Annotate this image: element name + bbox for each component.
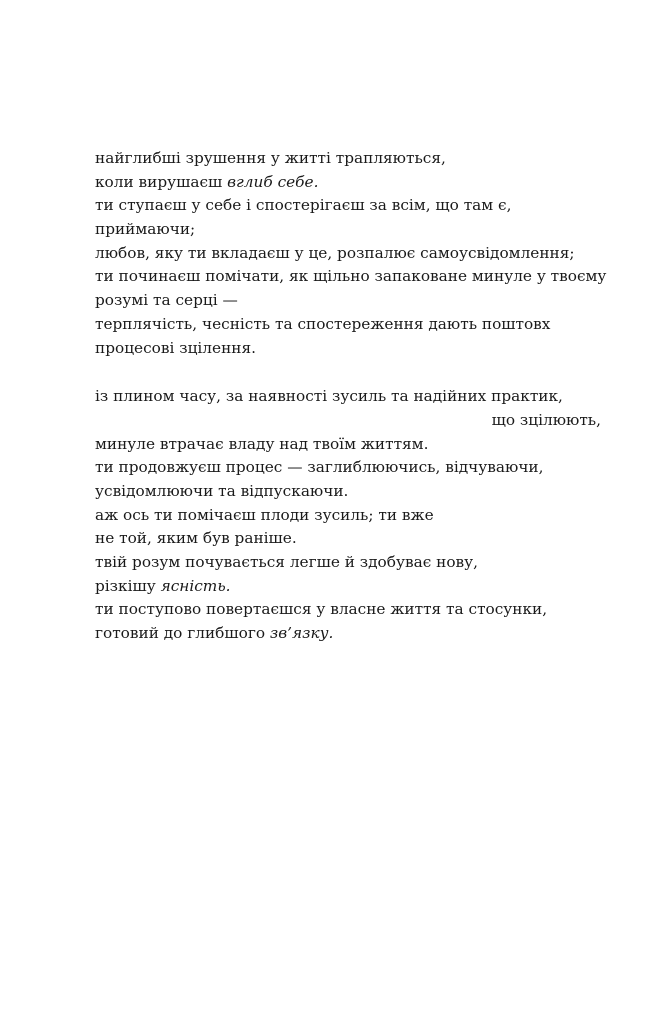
stanza-break: [95, 360, 615, 385]
poem-line: найглибші зрушення у житті трапляються,: [95, 149, 446, 167]
poem-line: із плином часу, за наявності зусиль та надійних практик,: [95, 387, 563, 406]
poem-line: приймаючи;: [95, 220, 196, 239]
stanza-1: [95, 147, 615, 360]
poem-line: ти продовжуєш процес — заглиблюючись, відчуваючи,: [95, 458, 544, 477]
emphasized-text: ясність.: [160, 576, 231, 595]
poem-line: терплячість, чесність та спостереження дають поштовх: [95, 314, 551, 333]
poem-line: [95, 575, 615, 599]
poem: [95, 147, 615, 646]
poem-line: ти ступаєш у себе і спостерігаєш за всім, що там є,: [95, 196, 512, 215]
poem-line-right-aligned: що зцілюють,: [491, 410, 601, 429]
poem-line: усвідомлюючи та відпускаючи.: [95, 481, 349, 500]
stanza-2: [95, 385, 615, 646]
emphasized-text: вглиб себе.: [227, 172, 319, 191]
poem-text: різкішу: [95, 576, 161, 595]
poem-line: ти починаєш помічати, як щільно запаковане минуле у твоєму: [95, 267, 607, 286]
emphasized-text: зв’язку.: [269, 624, 334, 643]
poem-line: розумі та серці —: [95, 291, 238, 310]
poem-line: аж ось ти помічаєш плоди зусиль; ти вже: [95, 505, 434, 524]
poem-line: минуле втрачає владу над твоїм життям.: [95, 434, 429, 453]
poem-line: твій розум почувається легше й здобуває нову,: [95, 553, 479, 571]
poem-text: готовий до глибшого: [95, 624, 270, 643]
poem-text: коли вирушаєш: [95, 172, 228, 191]
poem-line: процесові зцілення.: [95, 338, 256, 357]
poem-line: [95, 622, 615, 646]
poem-line: не той, яким був раніше.: [95, 529, 297, 548]
poem-line: [95, 171, 615, 195]
poem-line: любов, яку ти вкладаєш у це, розпалює самоусвідомлення;: [95, 243, 575, 262]
poem-line: ти поступово повертаєшся у власне життя та стосунки,: [95, 600, 548, 619]
